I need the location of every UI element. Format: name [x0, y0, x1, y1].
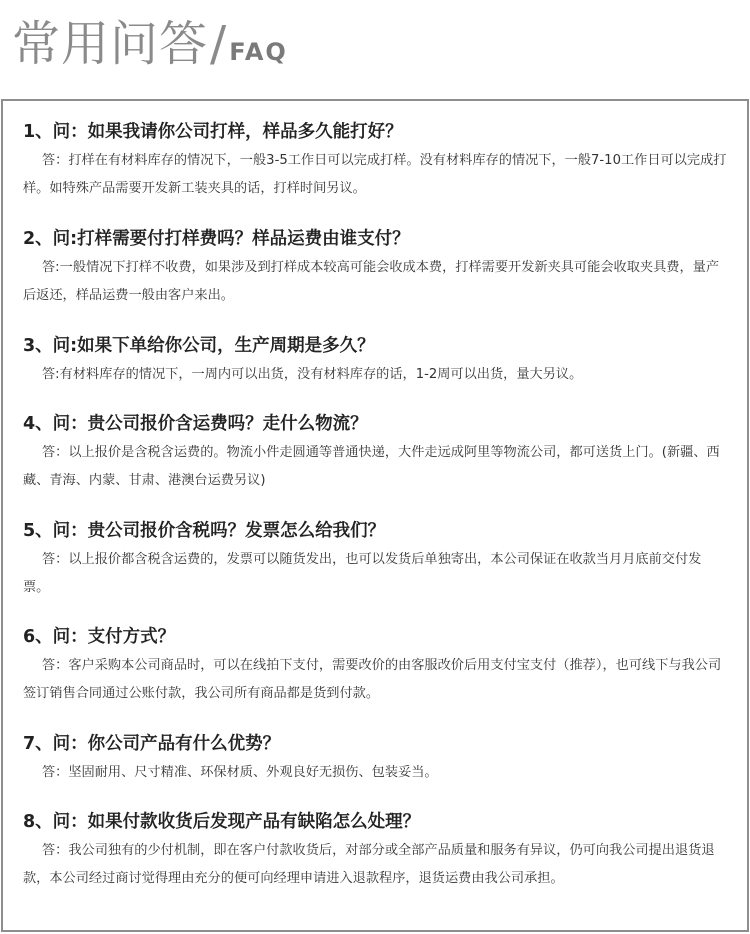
- faq-answer: 答：坚固耐用、尺寸精准、环保材质、外观良好无损伤、包装妥当。: [42, 765, 438, 780]
- faq-answer-wrapper: [23, 837, 731, 893]
- faq-item-2: [23, 227, 731, 310]
- faq-answer: 答：以上报价都含税含运费的，发票可以随货发出，也可以发货后单独寄出，本公司保证在收款当月月底前交付发票。: [23, 552, 702, 595]
- faq-item-5: [23, 519, 731, 602]
- faq-answer-wrapper: [23, 147, 731, 203]
- faq-answer: 答:一般情况下打样不收费，如果涉及到打样成本较高可能会收成本费，打样需要开发新夹具可能会收取夹具费，量产后返还，样品运费一般由客户来出。: [23, 260, 720, 303]
- faq-answer: 答：打样在有材料库存的情况下，一般3-5工作日可以完成打样。没有材料库存的情况下，一般7-10工作日可以完成打样。如特殊产品需要开发新工装夹具的话，打样时间另议。: [23, 153, 727, 196]
- faq-item-7: [23, 732, 731, 787]
- faq-item-8: [23, 810, 731, 893]
- faq-question: 4、问：贵公司报价含运费吗？走什么物流？: [23, 414, 368, 434]
- faq-item-6: [23, 625, 731, 708]
- faq-answer-wrapper: [23, 652, 731, 708]
- faq-question: 3、问:如果下单给你公司，生产周期是多久？: [23, 336, 375, 356]
- faq-question: 2、问:打样需要付打样费吗？样品运费由谁支付？: [23, 229, 410, 249]
- page-subtitle: FAQ: [229, 38, 288, 66]
- faq-answer: 答：我公司独有的少付机制，即在客户付款收货后，对部分或全部产品质量和服务有异议，仍可向我公司提出退货退款，本公司经过商讨觉得理由充分的便可向经理申请进入退款程序，退货运费由我公司承担。: [23, 843, 715, 886]
- faq-answer-wrapper: [23, 439, 731, 495]
- page-title-text: 常用问答: [12, 16, 209, 72]
- faq-item-3: [23, 334, 731, 389]
- faq-question: 5、问：贵公司报价含税吗？发票怎么给我们？: [23, 521, 386, 541]
- faq-question: 7、问：你公司产品有什么优势？: [23, 734, 281, 754]
- faq-panel: [1, 99, 749, 932]
- faq-answer-wrapper: [23, 361, 731, 389]
- faq-answer: 答：以上报价是含税含运费的。物流小件走圆通等普通快递，大件走远成阿里等物流公司，都可送货上门。(新疆、西藏、青海、内蒙、甘肃、港澳台运费另议): [23, 445, 720, 488]
- faq-answer-wrapper: [23, 254, 731, 310]
- page-header: [0, 0, 750, 92]
- faq-answer-wrapper: [23, 546, 731, 602]
- faq-answer: 答：客户采购本公司商品时，可以在线拍下支付，需要改价的由客服改价后用支付宝支付（推荐），也可线下与我公司签订销售合同通过公账付款，我公司所有商品都是货到付款。: [23, 658, 722, 701]
- page-title: [12, 14, 288, 82]
- faq-item-4: [23, 412, 731, 495]
- title-slash: /: [210, 16, 228, 72]
- faq-question: 8、问：如果付款收货后发现产品有缺陷怎么处理？: [23, 812, 421, 832]
- faq-question: 1、问：如果我请你公司打样，样品多久能打好？: [23, 122, 403, 142]
- faq-question: 6、问：支付方式？: [23, 627, 176, 647]
- faq-answer: 答:有材料库存的情况下，一周内可以出货，没有材料库存的话，1-2周可以出货，量大另议。: [42, 367, 583, 382]
- faq-item-1: [23, 120, 731, 203]
- faq-answer-wrapper: [23, 759, 731, 787]
